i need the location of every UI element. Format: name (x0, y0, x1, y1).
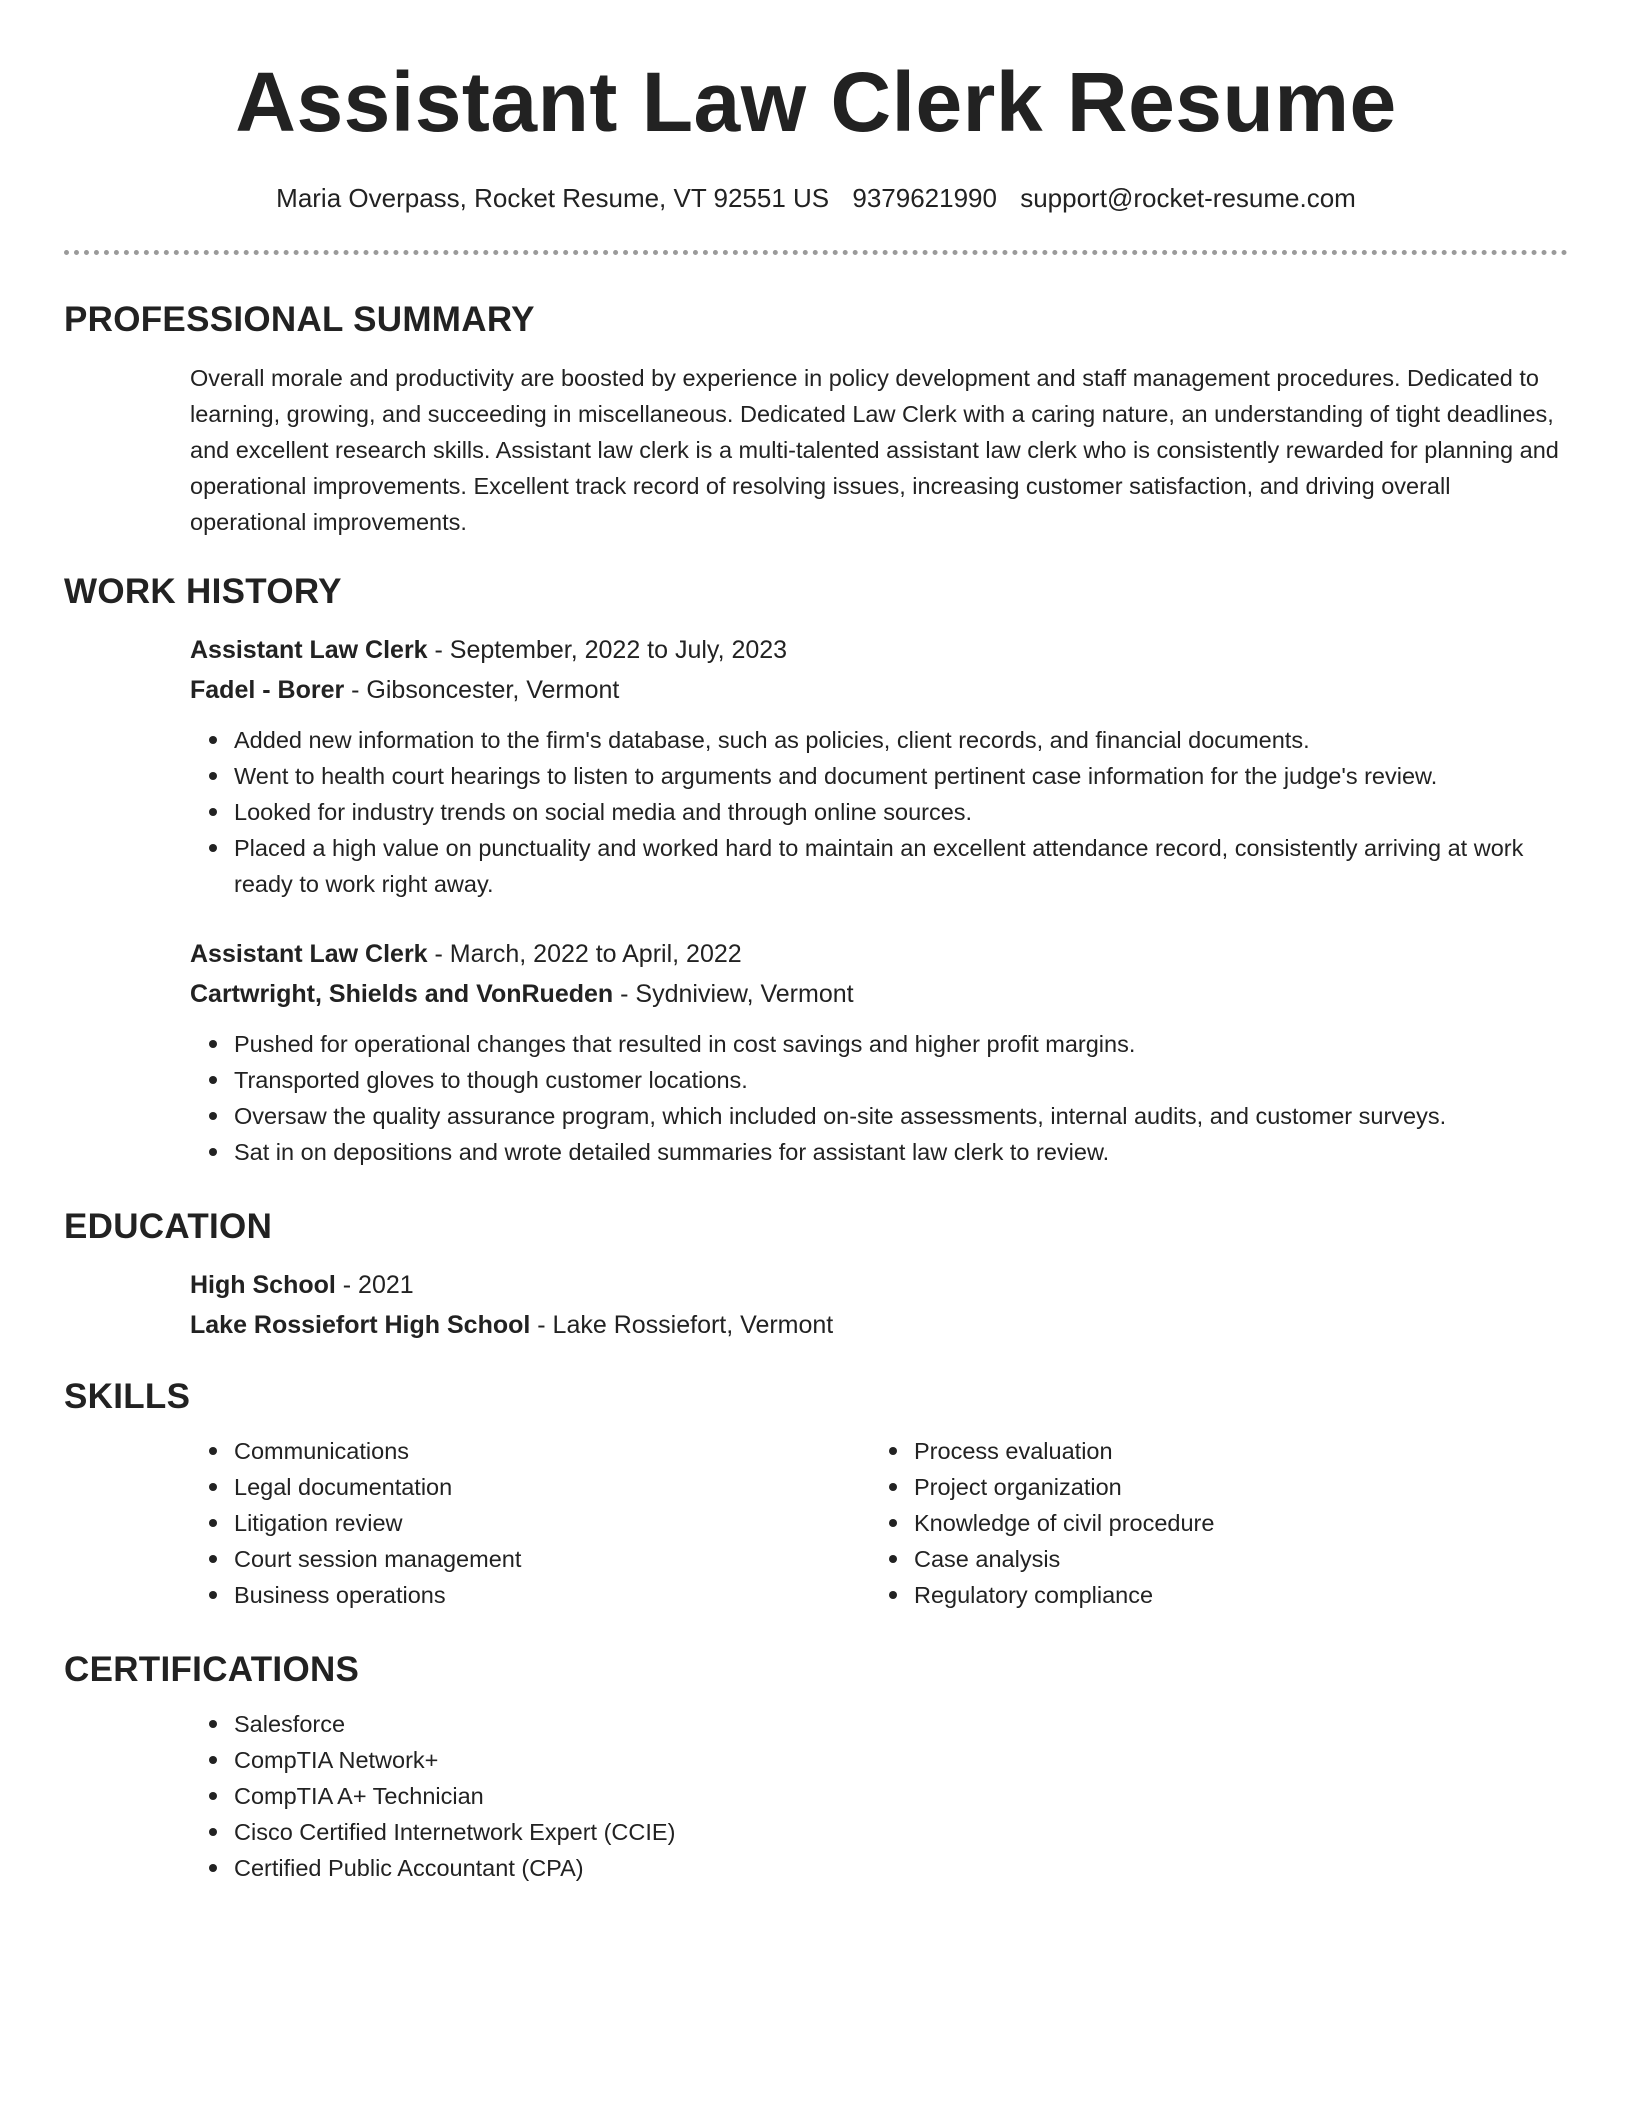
job-location: - Sydniview, Vermont (613, 980, 854, 1008)
list-item: Litigation review (234, 1505, 870, 1541)
list-item: Legal documentation (234, 1469, 870, 1505)
contact-line (0, 180, 1632, 216)
education-school: Lake Rossiefort High School (190, 1311, 531, 1339)
job-location: - Gibsoncester, Vermont (344, 676, 620, 704)
job-entry (190, 630, 1568, 902)
skills-column-left (190, 1433, 870, 1613)
certifications-heading: CERTIFICATIONS (64, 1650, 360, 1689)
summary-section (64, 298, 1568, 540)
list-item: Certified Public Accountant (CPA) (234, 1850, 1568, 1886)
certifications-section (64, 1648, 1568, 1886)
job-duties-list (190, 722, 1568, 902)
skills-list-left (190, 1433, 870, 1613)
job-title-line (190, 934, 1568, 974)
list-item: Project organization (914, 1469, 1550, 1505)
education-heading: EDUCATION (64, 1207, 273, 1246)
list-item: Business operations (234, 1577, 870, 1613)
skills-grid (190, 1433, 1568, 1613)
list-item: Salesforce (234, 1706, 1568, 1742)
job-title: Assistant Law Clerk (190, 636, 428, 664)
education-location: - Lake Rossiefort, Vermont (530, 1311, 834, 1339)
list-item: CompTIA A+ Technician (234, 1778, 1568, 1814)
job-entry (190, 934, 1568, 1170)
contact-phone: 9379621990 (852, 183, 997, 213)
skills-heading: SKILLS (64, 1377, 191, 1416)
list-item: CompTIA Network+ (234, 1742, 1568, 1778)
list-item: Pushed for operational changes that resulted in cost savings and higher profit margins. (234, 1026, 1568, 1062)
list-item: Oversaw the quality assurance program, which included on-site assessments, internal audits, and customer surveys. (234, 1098, 1568, 1134)
list-item: Court session management (234, 1541, 870, 1577)
contact-address: Maria Overpass, Rocket Resume, VT 92551 US (276, 183, 830, 213)
education-year: - 2021 (335, 1271, 414, 1299)
list-item: Cisco Certified Internetwork Expert (CCIE) (234, 1814, 1568, 1850)
list-item: Regulatory compliance (914, 1577, 1550, 1613)
job-title-line (190, 630, 1568, 670)
work-history-section (64, 570, 1568, 1170)
job-employer: Cartwright, Shields and VonRueden (190, 980, 614, 1008)
summary-heading: PROFESSIONAL SUMMARY (64, 300, 535, 339)
list-item: Case analysis (914, 1541, 1550, 1577)
header-divider (64, 250, 1568, 255)
list-item: Went to health court hearings to listen to arguments and document pertinent case information for the judge's review. (234, 758, 1568, 794)
list-item: Looked for industry trends on social media and through online sources. (234, 794, 1568, 830)
list-item: Knowledge of civil procedure (914, 1505, 1550, 1541)
contact-email: support@rocket-resume.com (1020, 183, 1356, 213)
skills-section (64, 1375, 1568, 1613)
list-item: Communications (234, 1433, 870, 1469)
job-employer-line (190, 974, 1568, 1014)
list-item: Process evaluation (914, 1433, 1550, 1469)
summary-text: Overall morale and productivity are boosted by experience in policy development and staff management procedures. Dedicated to learning, growing, and succeeding in miscellaneous. Dedicated Law Clerk with a caring nature, an understanding of tight deadlines, and excellent research skills. Assistant law clerk is a multi-talented assistant law clerk who is consistently rewarded for planning and operational improvements. Excellent track record of resolving issues, increasing customer satisfaction, and driving overall operational improvements. (190, 365, 1559, 535)
job-dates: - March, 2022 to April, 2022 (427, 940, 742, 968)
list-item: Added new information to the firm's database, such as policies, client records, and financial documents. (234, 722, 1568, 758)
education-section (64, 1205, 1568, 1345)
list-item: Transported gloves to though customer locations. (234, 1062, 1568, 1098)
page-title: Assistant Law Clerk Resume (235, 55, 1397, 149)
work-history-heading: WORK HISTORY (64, 572, 342, 611)
list-item: Placed a high value on punctuality and worked hard to maintain an excellent attendance record, consistently arriving at work ready to work right away. (234, 830, 1568, 902)
job-employer-line (190, 670, 1568, 710)
certifications-list (190, 1706, 1568, 1886)
list-item: Sat in on depositions and wrote detailed summaries for assistant law clerk to review. (234, 1134, 1568, 1170)
job-duties-list (190, 1026, 1568, 1170)
education-school-line (190, 1305, 1568, 1345)
skills-column-right (870, 1433, 1550, 1613)
skills-list-right (870, 1433, 1550, 1613)
job-dates: - September, 2022 to July, 2023 (427, 636, 788, 664)
job-employer: Fadel - Borer (190, 676, 345, 704)
education-degree: High School (190, 1271, 336, 1299)
education-degree-line (190, 1265, 1568, 1305)
job-title: Assistant Law Clerk (190, 940, 428, 968)
